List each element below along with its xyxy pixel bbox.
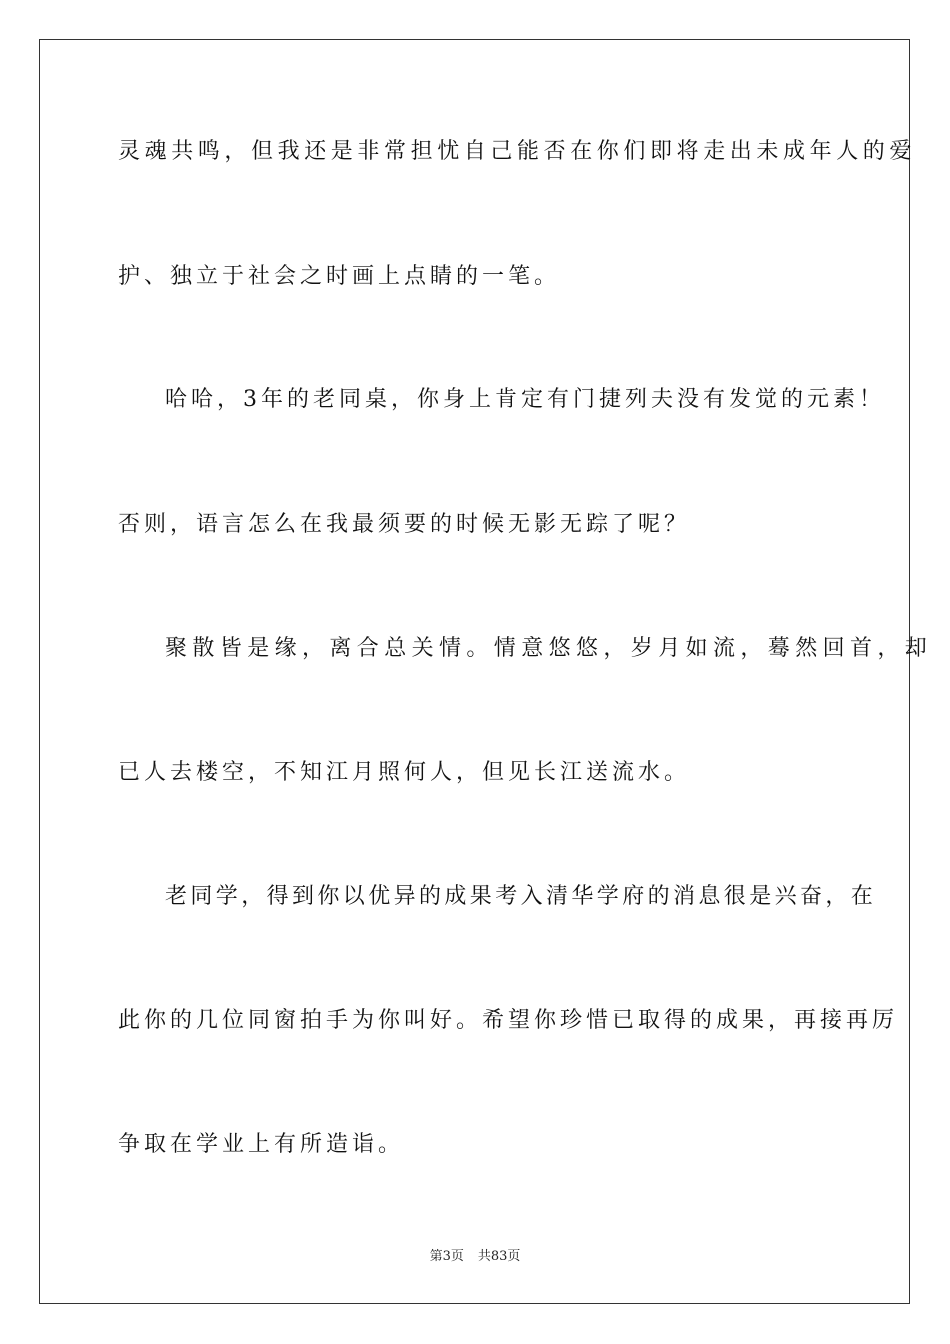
text-line: 此你的几位同窗拍手为你叫好。希望你珍惜已取得的成果，再接再厉 <box>118 1008 899 1033</box>
page-total: 共83页 <box>477 1249 521 1264</box>
text-line: 争取在学业上有所造诣。 <box>118 1132 405 1157</box>
text-line: 护、独立于社会之时画上点睛的一笔。 <box>118 264 561 289</box>
text-line: 已人去楼空，不知江月照何人，但见长江送流水。 <box>118 760 691 785</box>
text-line: 灵魂共鸣，但我还是非常担忧自己能否在你们即将走出未成年人的爱 <box>118 139 917 164</box>
page-border <box>39 39 910 1304</box>
text-line: 老同学，得到你以优异的成果考入清华学府的消息很是兴奋，在 <box>165 884 877 909</box>
page-footer <box>0 1248 950 1266</box>
text-line: 哈哈，3年的老同桌，你身上肯定有门捷列夫没有发觉的元素！ <box>165 387 885 412</box>
page-number: 第3页 <box>429 1249 464 1264</box>
text-line: 否则，语言怎么在我最须要的时候无影无踪了呢？ <box>118 512 691 537</box>
text-line: 聚散皆是缘，离合总关情。情意悠悠，岁月如流，蓦然回首，却 <box>165 636 933 661</box>
